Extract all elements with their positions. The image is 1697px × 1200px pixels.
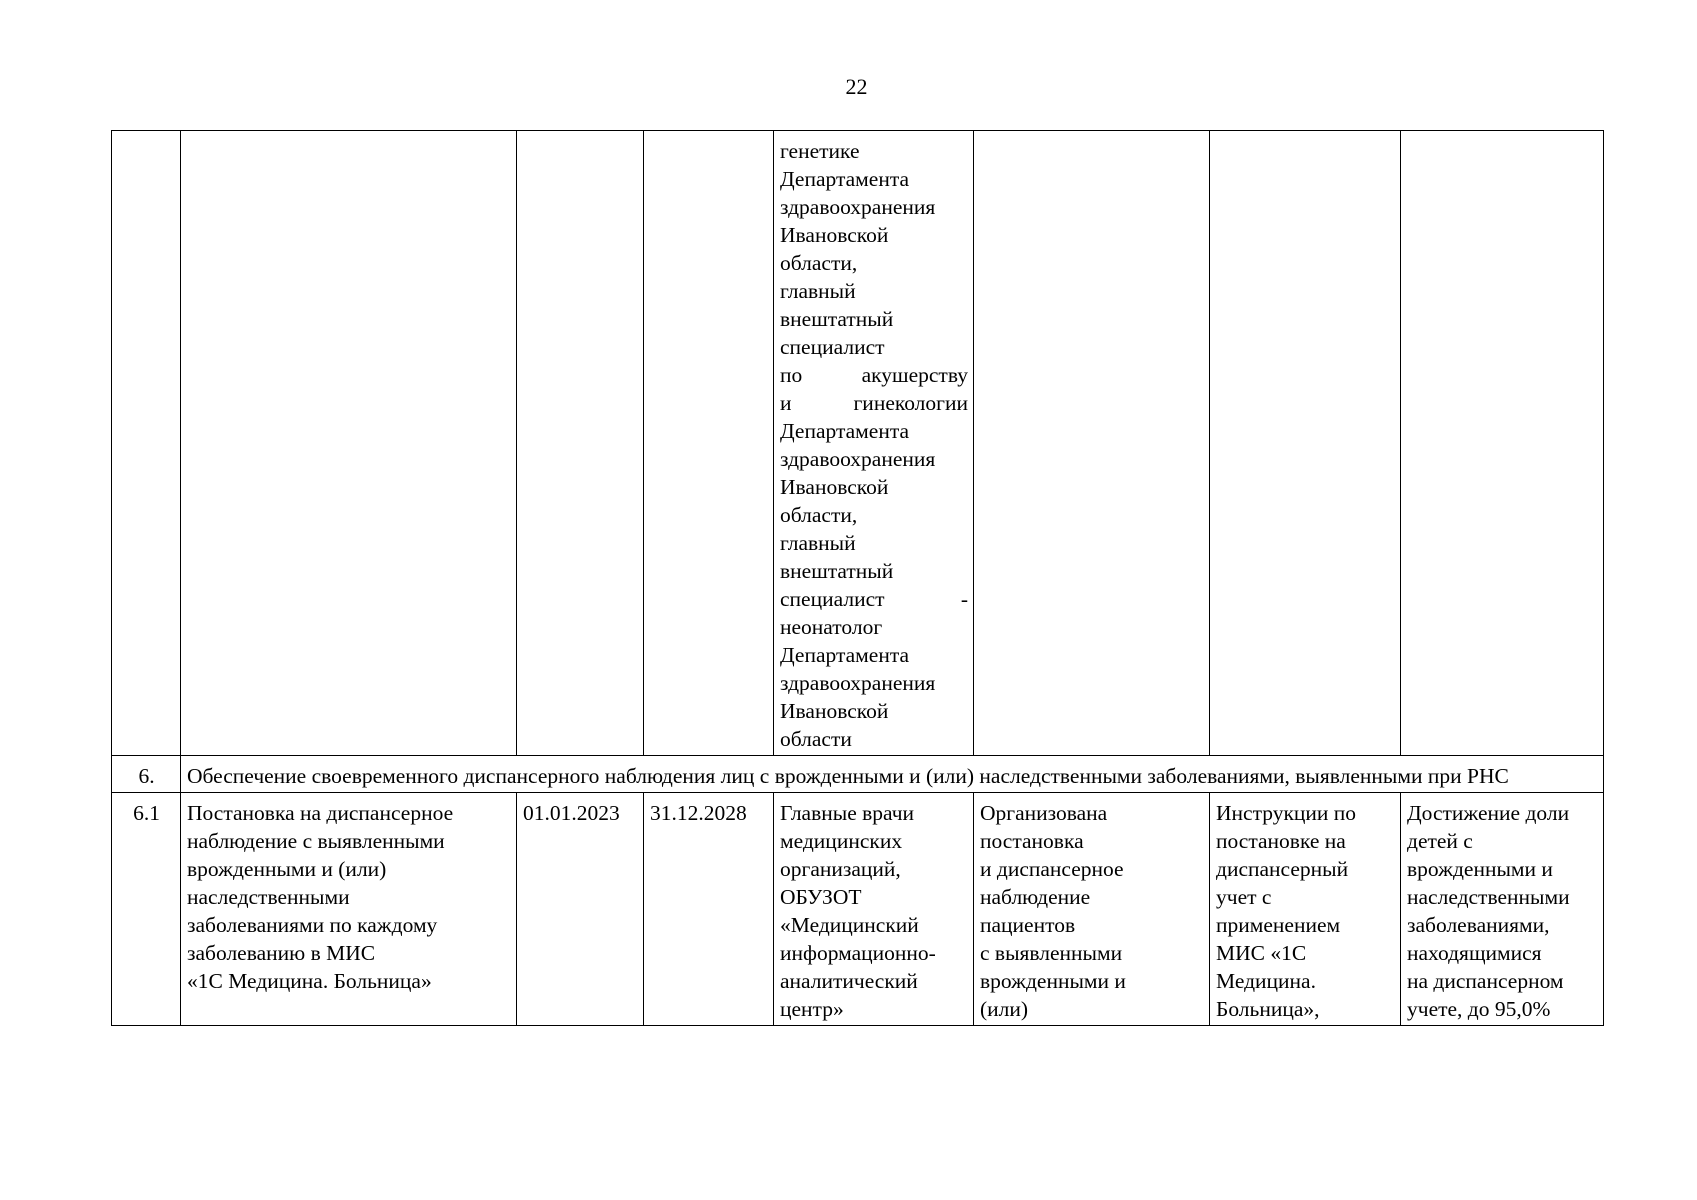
text-line: Инструкции по [1216,801,1357,825]
text-line: постановка [980,829,1084,853]
text-line: Больница», [1216,997,1320,1021]
text-line: наследственными [1407,885,1570,909]
text-line: заболеванию в МИС [187,941,376,965]
text-line: Медицина. [1216,969,1316,993]
continuation-row [112,131,1604,756]
documents-cell [1210,793,1401,1026]
text-line: и диспансерное [980,857,1124,881]
text-line: по акушерству [780,363,968,387]
text-line: МИС «1С [1216,941,1307,965]
text-line: пациентов [980,913,1076,937]
text-line: Ивановской [780,223,889,247]
empty-cell [181,131,517,756]
section-row [112,756,1604,793]
text-line: наследственными [187,885,350,909]
text-line: наблюдение с выявленными [187,829,445,853]
text-line: ОБУЗОТ [780,885,862,909]
empty-cell [644,131,774,756]
text-line: здравоохранения [780,195,936,219]
text-line: генетике [780,139,860,163]
text-line: диспансерный [1216,857,1349,881]
empty-cell [1210,131,1401,756]
text-line: медицинских [780,829,903,853]
text-line: области [780,727,852,751]
row-number: 6.1 [112,793,181,1026]
text-line: организаций, [780,857,901,881]
text-line: заболеваниями по каждому [187,913,438,937]
responsible-continuation-cell [774,131,974,756]
text-line: наблюдение [980,885,1091,909]
text-line: врожденными и [980,969,1126,993]
empty-cell [112,131,181,756]
text-line: специалист - [780,587,968,611]
text-line: Достижение доли [1407,801,1570,825]
text-line: Постановка на диспансерное [187,801,454,825]
table-row [112,793,1604,1026]
empty-cell [974,131,1210,756]
text-line: применением [1216,913,1341,937]
text-line: главный [780,279,856,303]
text-line: Департамента [780,167,910,191]
text-line: врожденными и (или) [187,857,387,881]
text-line: здравоохранения [780,447,936,471]
result-cell [974,793,1210,1026]
text-line: (или) [980,997,1029,1021]
section-number: 6. [112,756,181,793]
text-line: и гинекологии [780,391,968,415]
text-line: главный [780,531,856,555]
text-line: внештатный [780,559,894,583]
text-line: находящимися [1407,941,1542,965]
indicator-cell [1401,793,1604,1026]
text-line: детей с [1407,829,1473,853]
text-line: с выявленными [980,941,1123,965]
text-line: Главные врачи [780,801,915,825]
end-date-cell: 31.12.2028 [644,793,774,1026]
plan-table [111,130,1604,1026]
start-date-cell: 01.01.2023 [517,793,644,1026]
text-line: Ивановской [780,699,889,723]
text-line: врожденными и [1407,857,1553,881]
activity-cell [181,793,517,1026]
section-title: Обеспечение своевременного диспансерного наблюдения лиц с врожденными и (или) наследственными заболеваниями, выявленными при РНС [181,756,1604,793]
text-line: Департамента [780,419,910,443]
text-line: на диспансерном [1407,969,1564,993]
text-line: неонатолог [780,615,883,639]
text-line: учет с [1216,885,1272,909]
page-number: 22 [845,74,868,99]
text-line: Департамента [780,643,910,667]
text-line: учете, до 95,0% [1407,997,1551,1021]
text-line: заболеваниями, [1407,913,1550,937]
text-line: области, [780,503,858,527]
text-line: постановке на [1216,829,1346,853]
empty-cell [517,131,644,756]
text-line: «1С Медицина. Больница» [187,969,432,993]
text-line: «Медицинский [780,913,919,937]
text-line: информационно- [780,941,936,965]
text-line: внештатный [780,307,894,331]
empty-cell [1401,131,1604,756]
text-line: аналитический [780,969,918,993]
text-line: Организована [980,801,1108,825]
text-line: Ивановской [780,475,889,499]
text-line: центр» [780,997,844,1021]
responsible-cell [774,793,974,1026]
text-line: области, [780,251,858,275]
text-line: здравоохранения [780,671,936,695]
text-line: специалист [780,335,885,359]
